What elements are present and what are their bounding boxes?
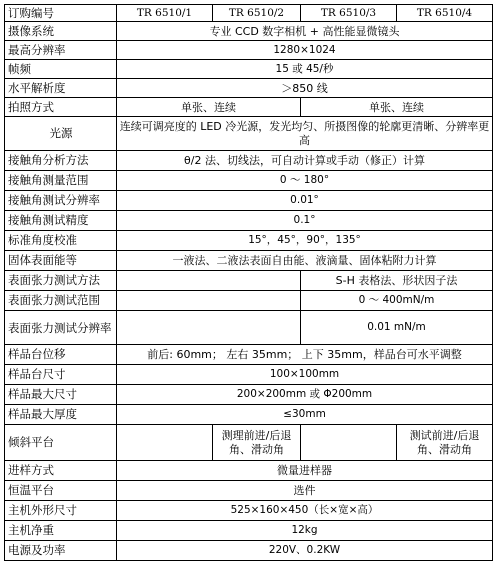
row-dimensions (5, 501, 493, 521)
row-label: 表面张力测试方法 (5, 271, 117, 291)
row-tension-method (5, 271, 493, 291)
row-stage-move (5, 345, 493, 365)
row-value: 微量进样器 (117, 461, 493, 481)
model-2: TR 6510/2 (213, 5, 301, 22)
row-label: 样品台尺寸 (5, 365, 117, 385)
row-label: 固体表面能等 (5, 251, 117, 271)
row-value-right: 0 ～ 400mN/m (301, 291, 493, 311)
row-value: 200×200mm 或 Φ200mm (117, 385, 493, 405)
row-label: 主机外形尺寸 (5, 501, 117, 521)
row-value-left (117, 291, 301, 311)
row-label: 表面张力测试范围 (5, 291, 117, 311)
row-value: θ/2 法、切线法，可自动计算或手动（修正）计算 (117, 151, 493, 171)
row-value: 100×100mm (117, 365, 493, 385)
row-value: 选件 (117, 481, 493, 501)
row-value-right: 单张、连续 (301, 98, 493, 117)
row-label: 电源及功率 (5, 541, 117, 561)
row-camera (5, 22, 493, 41)
row-label: 倾斜平台 (5, 425, 117, 461)
row-light (5, 117, 493, 151)
row-resolution (5, 41, 493, 60)
row-value: 一液法、二液法表面自由能、液滴量、固体粘附力计算 (117, 251, 493, 271)
row-frame-rate (5, 60, 493, 79)
row-label: 恒温平台 (5, 481, 117, 501)
row-value: 15°，45°，90°，135° (117, 231, 493, 251)
row-value-right: S-H 表格法、形状因子法 (301, 271, 493, 291)
row-value-right: 0.01 mN/m (301, 311, 493, 345)
row-sample-max-thickness (5, 405, 493, 425)
row-thermostat (5, 481, 493, 501)
row-label: 接触角分析方法 (5, 151, 117, 171)
row-value: ≤30mm (117, 405, 493, 425)
row-label: 帧频 (5, 60, 117, 79)
row-contact-precision (5, 211, 493, 231)
row-label: 主机净重 (5, 521, 117, 541)
row-injection (5, 461, 493, 481)
row-value: 前后: 60mm； 左右 35mm； 上下 35mm，样品台可水平调整 (117, 345, 493, 365)
row-label: 光源 (5, 117, 117, 151)
row-value-left (117, 271, 301, 291)
row-label: 摄像系统 (5, 22, 117, 41)
model-1: TR 6510/1 (117, 5, 213, 22)
row-sample-max-size (5, 385, 493, 405)
row-value: 15 或 45/秒 (117, 60, 493, 79)
header-row (5, 5, 493, 22)
row-label: 样品最大厚度 (5, 405, 117, 425)
row-label: 进样方式 (5, 461, 117, 481)
row-value: 0.1° (117, 211, 493, 231)
row-tension-range (5, 291, 493, 311)
row-label: 最高分辨率 (5, 41, 117, 60)
row-value: 220V、0.2KW (117, 541, 493, 561)
row-h-resolution (5, 79, 493, 98)
row-label: 样品台位移 (5, 345, 117, 365)
row-stage-size (5, 365, 493, 385)
row-value: ＞850 线 (117, 79, 493, 98)
row-value: 525×160×450（长×宽×高） (117, 501, 493, 521)
row-label: 标准角度校准 (5, 231, 117, 251)
row-contact-method (5, 151, 493, 171)
row-value-left: 单张、连续 (117, 98, 301, 117)
model-4: TR 6510/4 (397, 5, 493, 22)
row-value: 12kg (117, 521, 493, 541)
row-label: 接触角测试精度 (5, 211, 117, 231)
row-power (5, 541, 493, 561)
row-label: 表面张力测试分辨率 (5, 311, 117, 345)
spec-table (4, 4, 493, 561)
row-label: 样品最大尺寸 (5, 385, 117, 405)
row-value-3 (301, 425, 397, 461)
row-tilt-stage (5, 425, 493, 461)
row-label: 水平解析度 (5, 79, 117, 98)
row-value: 0 ～ 180° (117, 171, 493, 191)
row-value: 1280×1024 (117, 41, 493, 60)
row-value: 专业 CCD 数字相机 + 高性能显微镜头 (117, 22, 493, 41)
row-surface-energy (5, 251, 493, 271)
row-shoot-mode (5, 98, 493, 117)
row-weight (5, 521, 493, 541)
model-3: TR 6510/3 (301, 5, 397, 22)
row-label: 接触角测量范围 (5, 171, 117, 191)
row-contact-range (5, 171, 493, 191)
row-contact-resolution (5, 191, 493, 211)
row-label: 拍照方式 (5, 98, 117, 117)
row-calibration (5, 231, 493, 251)
row-value: 0.01° (117, 191, 493, 211)
row-label: 订购编号 (5, 5, 117, 22)
row-value-4: 测试前进/后退角、滑动角 (397, 425, 493, 461)
spec-table-container (4, 4, 492, 561)
row-tension-resolution (5, 311, 493, 345)
row-value-1 (117, 425, 213, 461)
row-value-2: 测理前进/后退角、滑动角 (213, 425, 301, 461)
row-value: 连续可调亮度的 LED 冷光源，发光均匀、所摄图像的轮廓更清晰、分辨率更高 (117, 117, 493, 151)
row-value-left (117, 311, 301, 345)
row-label: 接触角测试分辨率 (5, 191, 117, 211)
